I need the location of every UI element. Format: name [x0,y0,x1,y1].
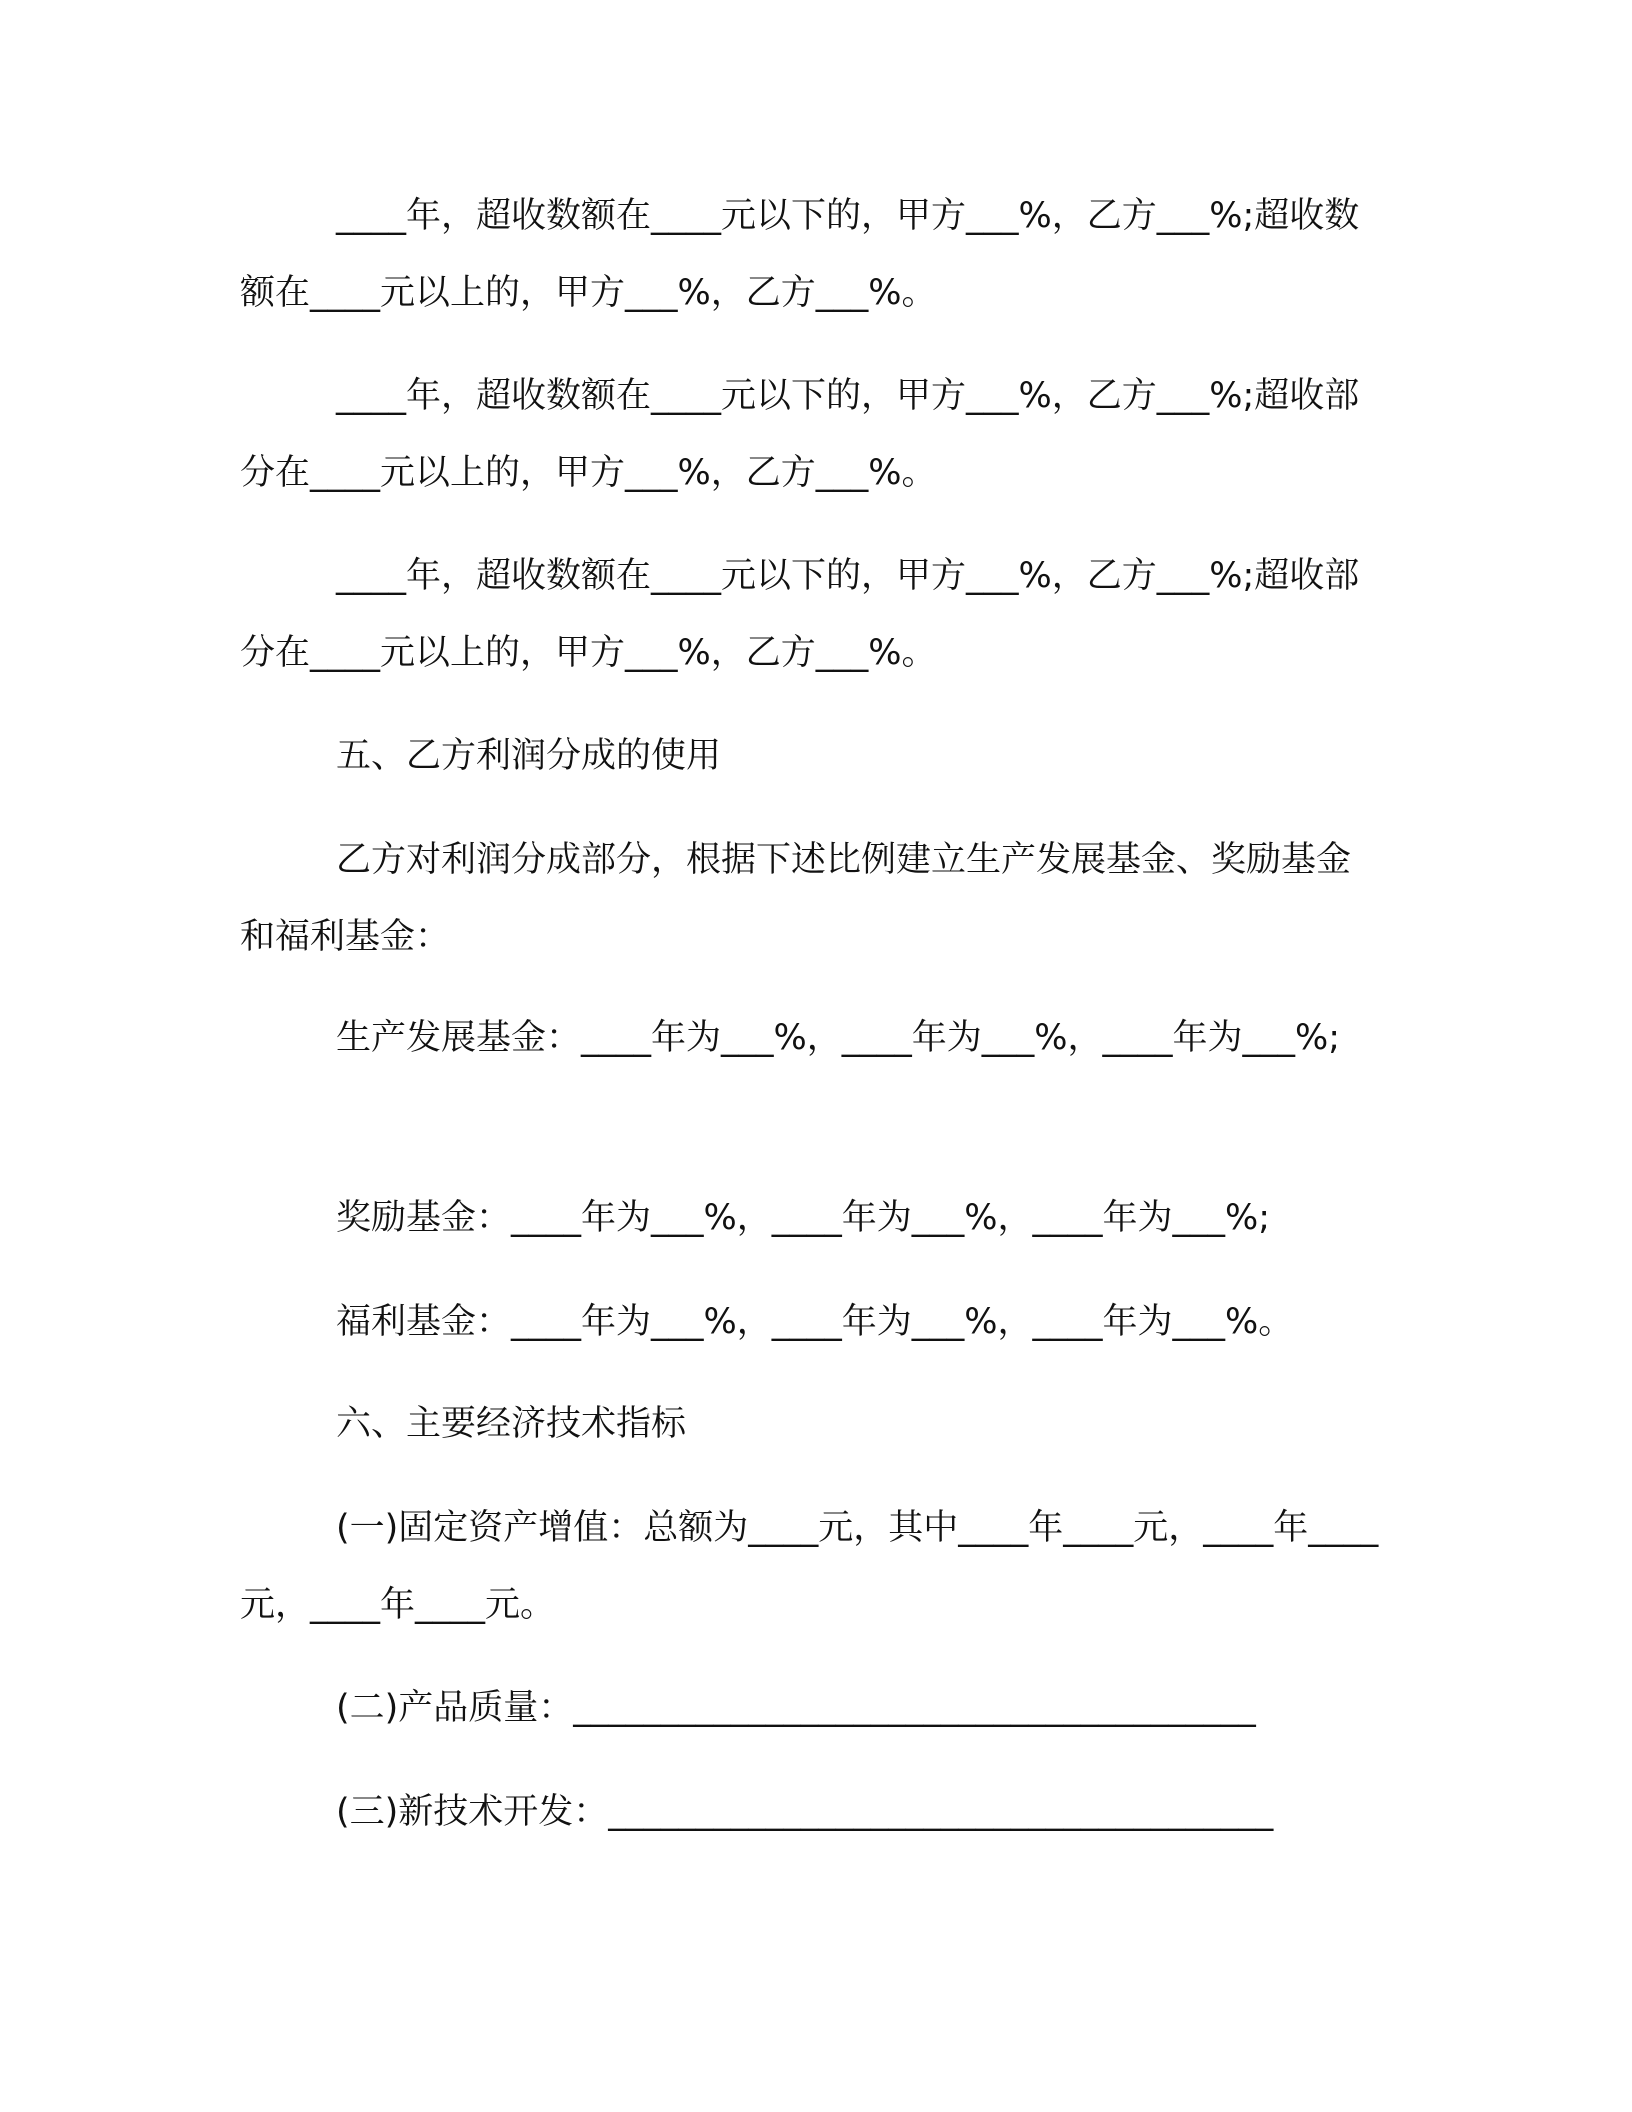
paragraph-profit-share-year-2: ____年，超收数额在____元以下的，甲方___%，乙方___%;超收部分在____元以上的，甲方___%，乙方___%。 [240,376,1360,493]
paragraph-reward-fund: 奖励基金：____年为___%，____年为___%，____年为___%; [336,1198,1271,1238]
section-heading-five: 五、乙方利润分成的使用 [336,736,722,776]
paragraph-welfare-fund: 福利基金：____年为___%，____年为___%，____年为___%。 [336,1302,1294,1342]
section-heading-six: 六、主要经济技术指标 [336,1404,687,1444]
paragraph-new-technology: (三)新技术开发：______________________________________ [336,1792,1274,1832]
paragraph-profit-share-year-3: ____年，超收数额在____元以下的，甲方___%，乙方___%;超收部分在____元以上的，甲方___%，乙方___%。 [240,556,1360,673]
paragraph-development-fund: 生产发展基金：____年为___%，____年为___%，____年为___%; [336,1018,1341,1058]
paragraph-fund-allocation: 乙方对利润分成部分，根据下述比例建立生产发展基金、奖励基金和福利基金： [240,840,1352,957]
paragraph-product-quality: (二)产品质量：_______________________________________ [336,1688,1256,1728]
paragraph-fixed-asset-increase: (一)固定资产增值：总额为____元，其中____年____元，____年____元，____年____元。 [240,1508,1379,1625]
paragraph-profit-share-year-1: ____年，超收数额在____元以下的，甲方___%，乙方___%;超收数额在____元以上的，甲方___%，乙方___%。 [240,196,1360,313]
